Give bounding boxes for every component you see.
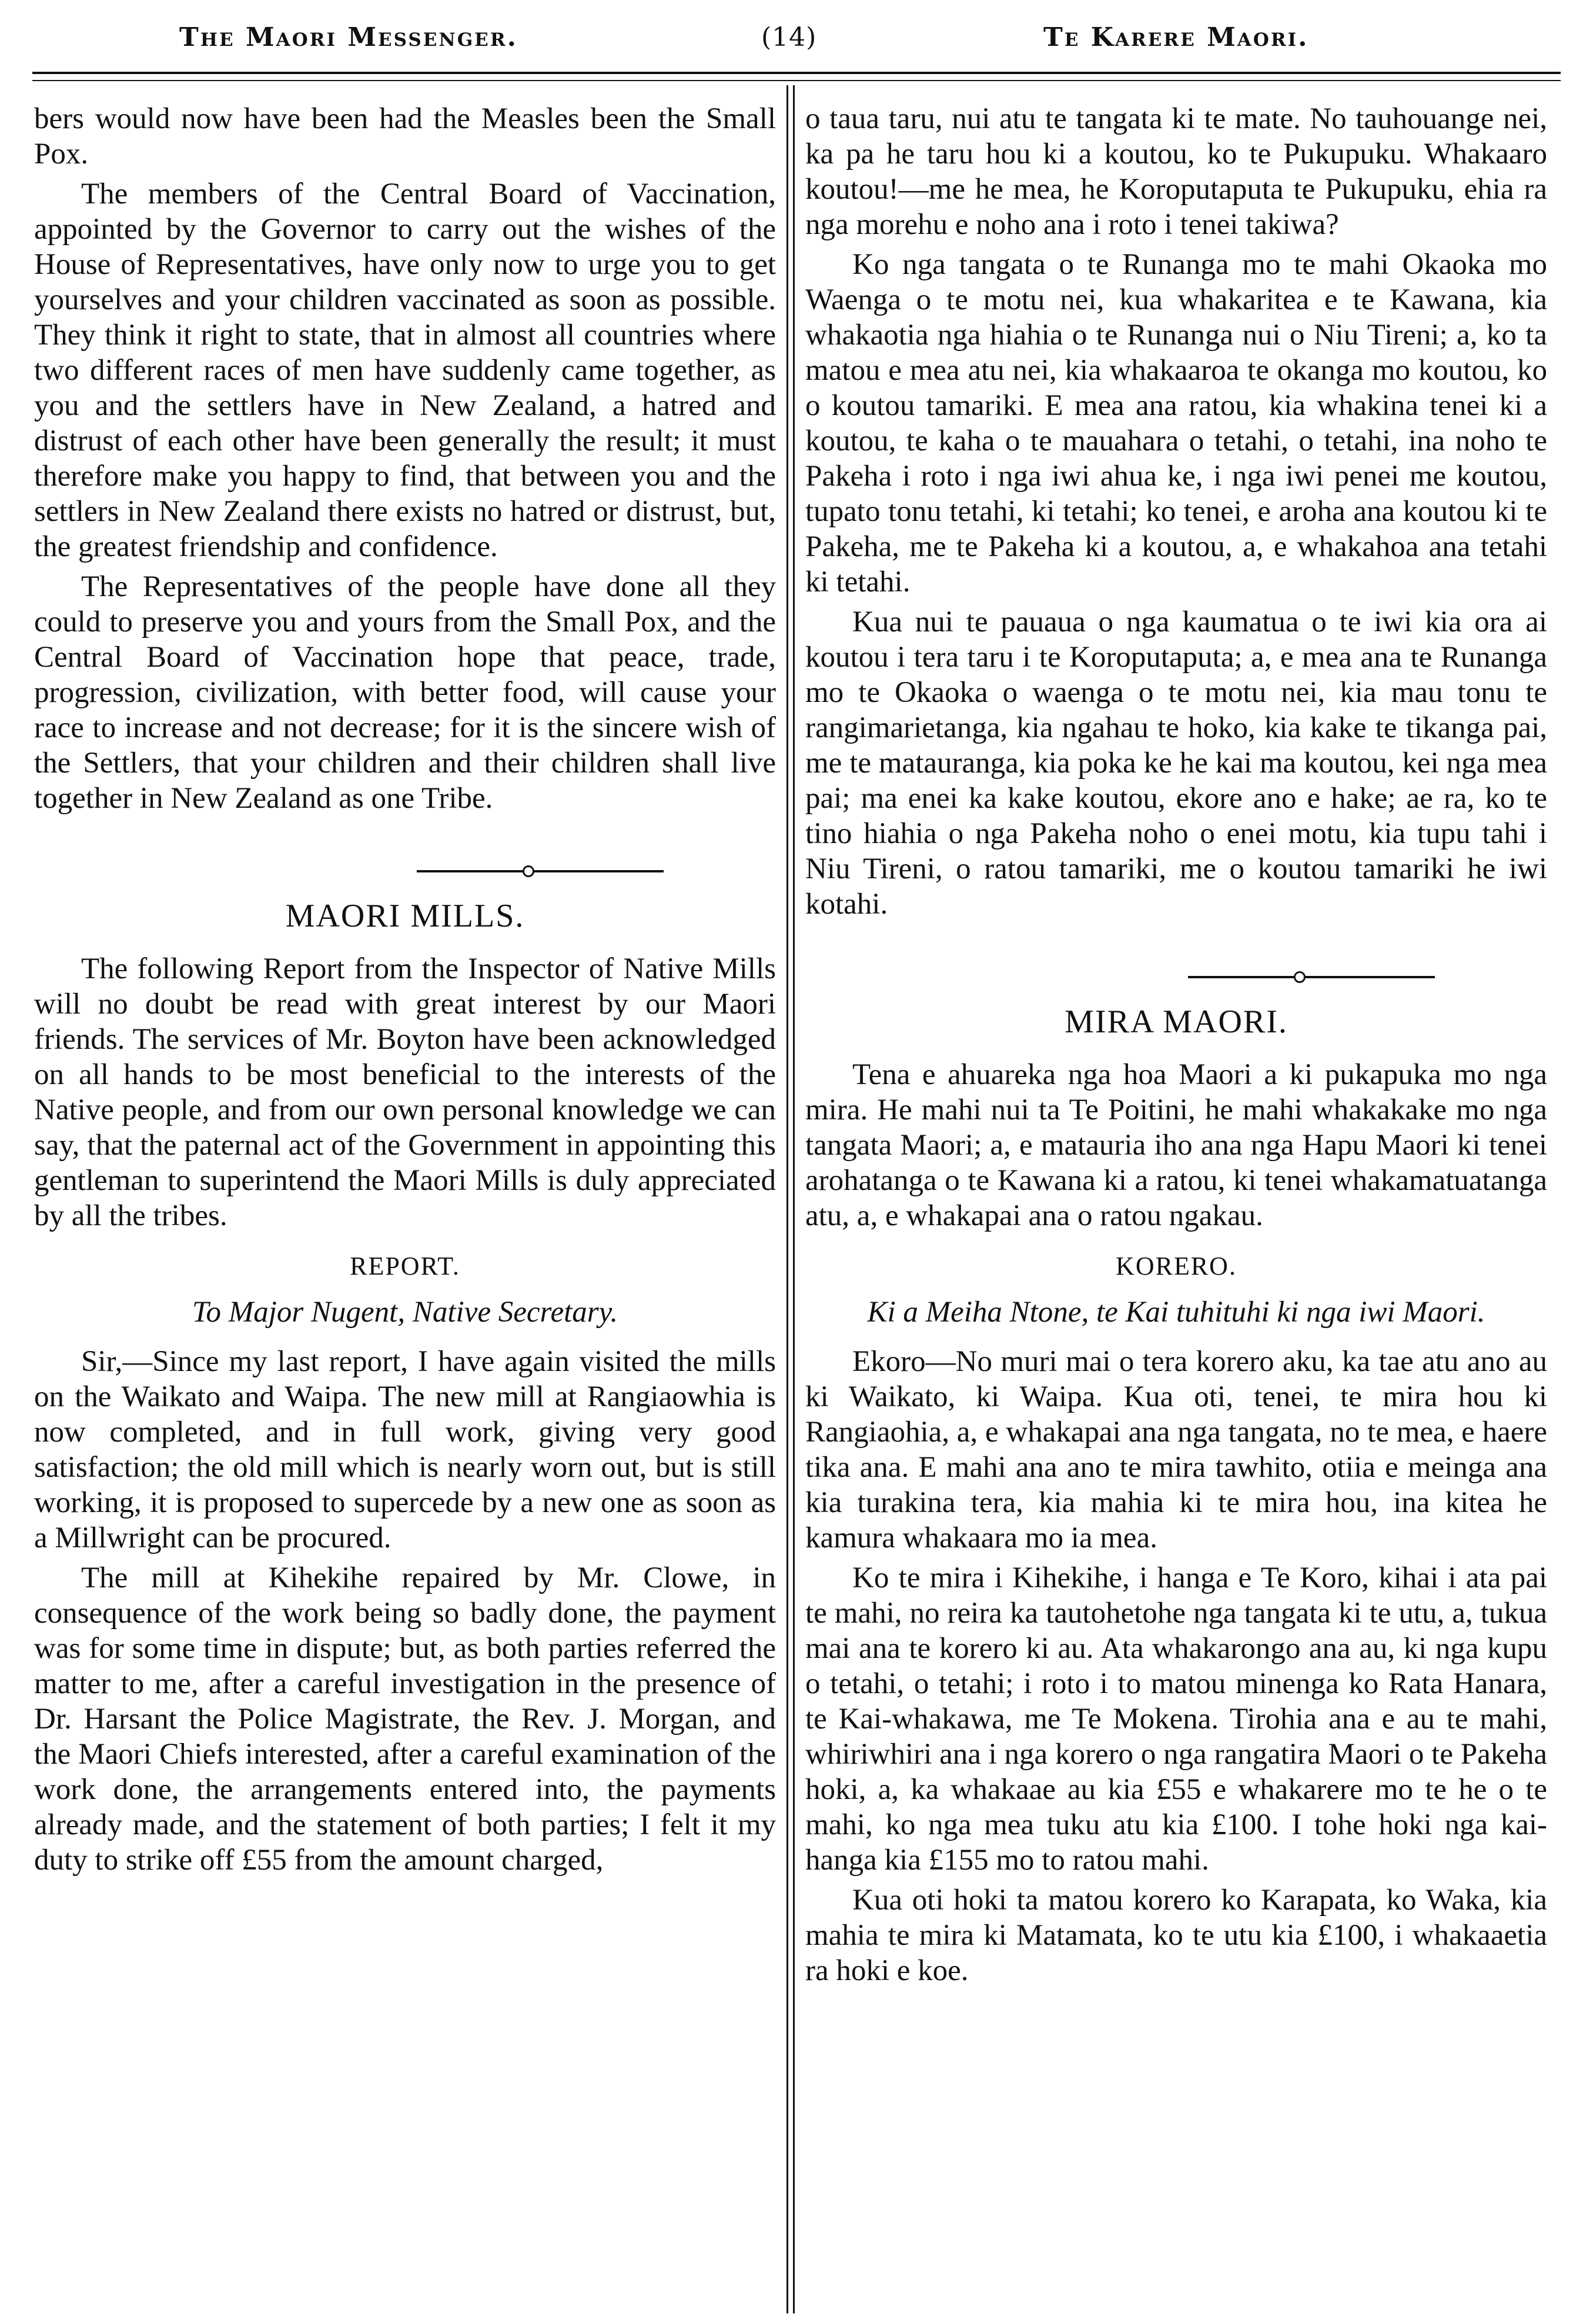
- korero-addressee: Ki a Meiha Ntone, te Kai tuhituhi ki nga iwi Maori.: [867, 1296, 1485, 1329]
- masthead: [32, 22, 1561, 69]
- page-number: (14): [761, 22, 817, 52]
- section-title: MIRA MAORI.: [1065, 1004, 1288, 1040]
- paragraph: The Representatives of the people have done all they could to preserve you and yours from the Small Pox, and the Central Board of Vaccination hope that peace, trade, progression, civilization, with better food, will cause your race to increase and not decrease; for it is the sincere wish of the Settlers, that your children and their children shall live together in New Zealand as one Tribe.: [34, 570, 776, 815]
- paragraph: o taua taru, nui atu te tangata ki te mate. No tauhouange nei, ka pa he taru hou ki a koutou, ko te Pukupuku. Whakaaro koutou!—me he mea, he Koroputaputa te Pukupuku, ehia ra nga morehu e noho ana i roto i tenei takiwa?: [805, 102, 1547, 241]
- paragraph: The members of the Central Board of Vaccination, appointed by the Governor to carry out the wishes of the House of Representatives, have only now to urge you to get yourselves and your children vaccinated as soon as possible. They think it right to state, that in almost all countries where two different races of men have suddenly came together, as you and the settlers have in New Zealand, a hatred and distrust of each other have been generally the result; it must therefore make you happy to find, that between you and the settlers in New Zealand there exists no hatred or distrust, but, the greatest friendship and confidence.: [34, 178, 776, 563]
- paragraph: Tena e ahuareka nga hoa Maori a ki pukapuka mo nga mira. He mahi nui ta Te Poitini, he mahi whakakake mo nga tangata Maori; a, e matauria iho ana nga Hapu Maori ki tenei arohatanga o te Kawana ki a ratou, ki tenei whakamatuatanga atu, a, e whakapai ana o ratou ngakau.: [805, 1058, 1547, 1232]
- paragraph: Kua oti hoki ta matou korero ko Karapata, ko Waka, kia mahia te mira ki Matamata, ko te utu kia £100, i whakaaetia ra hoki e koe.: [805, 1884, 1547, 1987]
- korero-heading: KORERO.: [1116, 1252, 1237, 1280]
- masthead-english-title: The Maori Messenger.: [179, 22, 518, 52]
- column-divider: [787, 85, 795, 2313]
- section-title: MAORI MILLS.: [285, 898, 525, 934]
- section-separator: [34, 851, 776, 875]
- report-addressee: To Major Nugent, Native Secretary.: [192, 1296, 618, 1329]
- paragraph: Ko nga tangata o te Runanga mo te mahi Okaoka mo Waenga o te motu nei, kua whakaritea e te Kawana, kia whakaotia nga hiahia o te Runanga nui o Niu Tireni; a, ko ta matou e mea atu nei, kia whakaaroa te okanga mo koutou, ko o koutou tamariki. E mea ana ratou, kia whakina tenei ki a koutou, te kaha o te mauahara o tetahi, o tetahi, ina noho te Pakeha i roto i nga iwi ahua ke, i nga iwi penei me koutou, tupato tonu tetahi, ki tetahi; ko tenei, e aroha ana koutou ki te Pakeha, me te Pakeha ki a koutou, a, e whakahoa ana tetahi ki tetahi.: [805, 248, 1547, 598]
- paragraph: Kua nui te pauaua o nga kaumatua o te iwi kia ora ai koutou i tera taru i te Koroputaputa; a, e mea ana te Runanga mo te Okaoka o waenga o te motu nei, kia mau tonu te rangimarietanga, kia ngahau te hoko, kia kake te tikanga pai, me te matauranga, kia poka ke he kai ma koutou, kei nga mea pai; ma enei ka kake koutou, ekore ano e hake; ae ra, ko te tino hiahia o nga Pakeha noho o enei motu, kia tupu tahi i Niu Tireni, o ratou tamariki, me o koutou tamariki he iwi kotahi.: [805, 606, 1547, 921]
- english-column: [34, 101, 776, 1878]
- paragraph: Sir,—Since my last report, I have again visited the mills on the Waikato and Waipa. The new mill at Rangiaowhia is now completed, and in full work, giving very good satisfaction; the old mill which is nearly worn out, but is still working, it is proposed to supercede by a new one as soon as a Millwright can be procured.: [34, 1345, 776, 1554]
- paragraph: The mill at Kihekihe repaired by Mr. Clowe, in consequence of the work being so badly done, the payment was for some time in dispute; but, as both parties referred the matter to me, after a careful investigation in the presence of Dr. Harsant the Police Magistrate, the Rev. J. Morgan, and the Maori Chiefs interested, after a careful examination of the work done, the arrangements entered into, the payments already made, and the statement of both parties; I felt it my duty to strike off £55 from the amount charged,: [34, 1561, 776, 1877]
- paragraph: Ko te mira i Kihekihe, i hanga e Te Koro, kihai i ata pai te mahi, no reira ka tautohetohe nga tangata ki te utu, a, tukua mai ana te korero ki au. Ata whakarongo ana au, ki nga kupu o tetahi, o tetahi; i roto i to matou minenga ko Rata Hanara, te Kai-whakawa, me Te Mokena. Tirohia ana e au te mahi, whiriwhiri ana i nga korero o nga rangatira Maori o te Pakeha hoki, a, ka whakaae au kia £55 e whakarere mo te he o te mahi, ko nga mea tuku atu kia £100. I tohe hoki nga kai-hanga kia £155 mo to ratou mahi.: [805, 1561, 1547, 1877]
- masthead-rule: [32, 72, 1561, 74]
- paragraph: The following Report from the Inspector of Native Mills will no doubt be read with great interest by our Maori friends. The services of Mr. Boyton have been acknowledged on all hands to be most beneficial to the interests of the Native people, and from our own personal knowledge we can say, that the paternal act of the Government in appointing this gentleman to superintend the Maori Mills is duly appreciated by all the tribes.: [34, 952, 776, 1232]
- paragraph: Ekoro—No muri mai o tera korero aku, ka tae atu ano au ki Waikato, ki Waipa. Kua oti, tenei, te mira hou ki Rangiaohia, a, e whakapai ana nga tangata, no te mea, e haere tika ana. E mahi ana ano te mira tawhito, otiia e meinga ana kia turakina tera, kia mahia ki te mira hou, ina kitea he kamura whakaara mo ia mea.: [805, 1345, 1547, 1554]
- section-separator: [805, 957, 1547, 981]
- maori-column: [805, 101, 1547, 1988]
- paragraph: bers would now have been had the Measles been the Small Pox.: [34, 102, 776, 170]
- masthead-rule-thin: [32, 80, 1561, 81]
- report-heading: REPORT.: [350, 1252, 460, 1280]
- masthead-maori-title: Te Karere Maori.: [1043, 22, 1309, 52]
